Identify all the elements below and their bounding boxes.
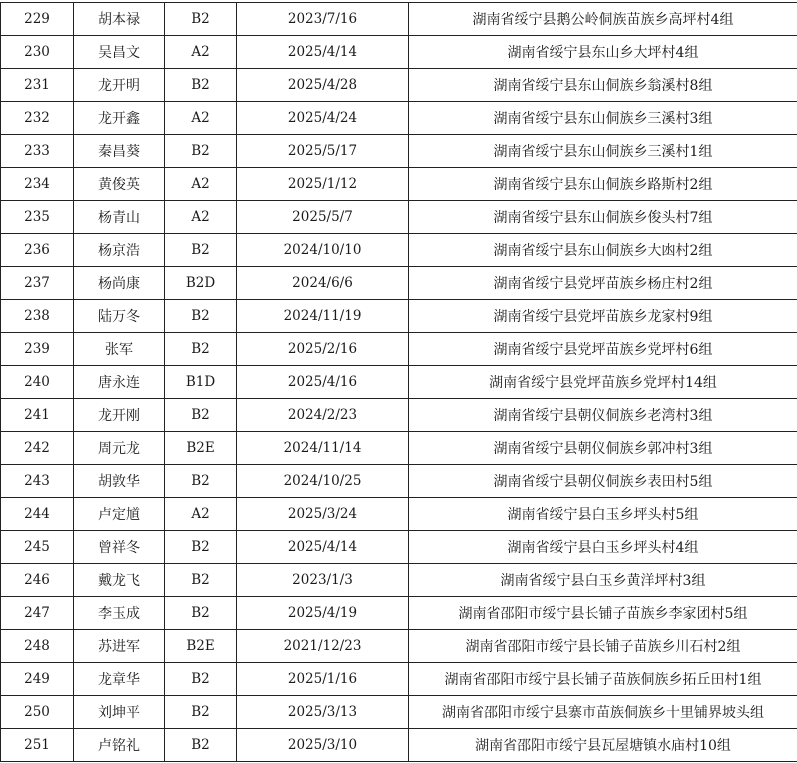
license-class-cell: A2 xyxy=(165,498,237,531)
name-cell: 胡本禄 xyxy=(74,3,165,36)
license-class-cell: B2E xyxy=(165,630,237,663)
row-number-cell: 241 xyxy=(1,399,74,432)
address-cell: 湖南省绥宁县党坪苗族乡党坪村14组 xyxy=(409,366,797,399)
row-number-cell: 242 xyxy=(1,432,74,465)
license-class-cell: B2 xyxy=(165,3,237,36)
table-row xyxy=(1,498,797,531)
date-cell: 2025/4/14 xyxy=(237,531,409,564)
name-cell: 陆万冬 xyxy=(74,300,165,333)
row-number-cell: 247 xyxy=(1,597,74,630)
address-cell: 湖南省绥宁县东山侗族乡翁溪村8组 xyxy=(409,69,797,102)
name-cell: 卢铭礼 xyxy=(74,729,165,762)
date-cell: 2024/2/23 xyxy=(237,399,409,432)
table-row xyxy=(1,102,797,135)
address-cell: 湖南省绥宁县东山侗族乡俊头村7组 xyxy=(409,201,797,234)
name-cell: 张军 xyxy=(74,333,165,366)
license-class-cell: B2 xyxy=(165,696,237,729)
license-class-cell: B2 xyxy=(165,333,237,366)
name-cell: 杨京浩 xyxy=(74,234,165,267)
name-cell: 苏进军 xyxy=(74,630,165,663)
table-row xyxy=(1,399,797,432)
license-class-cell: A2 xyxy=(165,168,237,201)
license-class-cell: B2 xyxy=(165,564,237,597)
date-cell: 2025/4/19 xyxy=(237,597,409,630)
name-cell: 周元龙 xyxy=(74,432,165,465)
address-cell: 湖南省绥宁县朝仪侗族乡郭冲村3组 xyxy=(409,432,797,465)
date-cell: 2025/3/24 xyxy=(237,498,409,531)
row-number-cell: 229 xyxy=(1,3,74,36)
table-row xyxy=(1,564,797,597)
date-cell: 2025/4/28 xyxy=(237,69,409,102)
row-number-cell: 236 xyxy=(1,234,74,267)
address-cell: 湖南省绥宁县党坪苗族乡杨庄村2组 xyxy=(409,267,797,300)
name-cell: 卢定馗 xyxy=(74,498,165,531)
row-number-cell: 237 xyxy=(1,267,74,300)
license-class-cell: B2 xyxy=(165,69,237,102)
name-cell: 李玉成 xyxy=(74,597,165,630)
table-row xyxy=(1,597,797,630)
table-row xyxy=(1,201,797,234)
license-class-cell: B2 xyxy=(165,663,237,696)
date-cell: 2025/4/14 xyxy=(237,36,409,69)
date-cell: 2025/3/10 xyxy=(237,729,409,762)
row-number-cell: 234 xyxy=(1,168,74,201)
table-row xyxy=(1,696,797,729)
date-cell: 2025/4/24 xyxy=(237,102,409,135)
date-cell: 2025/5/7 xyxy=(237,201,409,234)
name-cell: 黄俊英 xyxy=(74,168,165,201)
name-cell: 唐永连 xyxy=(74,366,165,399)
row-number-cell: 240 xyxy=(1,366,74,399)
address-cell: 湖南省邵阳市绥宁县长铺子苗族侗族乡拓丘田村1组 xyxy=(409,663,797,696)
table-row xyxy=(1,168,797,201)
name-cell: 龙章华 xyxy=(74,663,165,696)
name-cell: 吴昌文 xyxy=(74,36,165,69)
table-row xyxy=(1,630,797,663)
date-cell: 2025/1/16 xyxy=(237,663,409,696)
name-cell: 戴龙飞 xyxy=(74,564,165,597)
row-number-cell: 244 xyxy=(1,498,74,531)
row-number-cell: 245 xyxy=(1,531,74,564)
row-number-cell: 250 xyxy=(1,696,74,729)
row-number-cell: 243 xyxy=(1,465,74,498)
date-cell: 2021/12/23 xyxy=(237,630,409,663)
date-cell: 2024/10/25 xyxy=(237,465,409,498)
records-table-body xyxy=(1,3,797,762)
table-row xyxy=(1,366,797,399)
license-class-cell: B2 xyxy=(165,597,237,630)
date-cell: 2023/1/3 xyxy=(237,564,409,597)
address-cell: 湖南省绥宁县朝仪侗族乡表田村5组 xyxy=(409,465,797,498)
row-number-cell: 230 xyxy=(1,36,74,69)
name-cell: 秦昌葵 xyxy=(74,135,165,168)
license-class-cell: A2 xyxy=(165,102,237,135)
table-row xyxy=(1,432,797,465)
date-cell: 2025/2/16 xyxy=(237,333,409,366)
address-cell: 湖南省绥宁县东山侗族乡三溪村3组 xyxy=(409,102,797,135)
row-number-cell: 249 xyxy=(1,663,74,696)
date-cell: 2025/5/17 xyxy=(237,135,409,168)
date-cell: 2025/1/12 xyxy=(237,168,409,201)
date-cell: 2024/11/19 xyxy=(237,300,409,333)
row-number-cell: 248 xyxy=(1,630,74,663)
address-cell: 湖南省绥宁县白玉乡黄洋坪村3组 xyxy=(409,564,797,597)
address-cell: 湖南省绥宁县白玉乡坪头村4组 xyxy=(409,531,797,564)
license-class-cell: B2 xyxy=(165,399,237,432)
address-cell: 湖南省邵阳市绥宁县寨市苗族侗族乡十里铺界坡头组 xyxy=(409,696,797,729)
license-class-cell: B2E xyxy=(165,432,237,465)
table-row xyxy=(1,300,797,333)
name-cell: 龙开刚 xyxy=(74,399,165,432)
table-row xyxy=(1,465,797,498)
address-cell: 湖南省绥宁县党坪苗族乡党坪村6组 xyxy=(409,333,797,366)
table-row xyxy=(1,531,797,564)
name-cell: 刘坤平 xyxy=(74,696,165,729)
table-row xyxy=(1,3,797,36)
address-cell: 湖南省邵阳市绥宁县瓦屋塘镇水庙村10组 xyxy=(409,729,797,762)
address-cell: 湖南省绥宁县东山侗族乡大凼村2组 xyxy=(409,234,797,267)
date-cell: 2023/7/16 xyxy=(237,3,409,36)
table-row xyxy=(1,69,797,102)
row-number-cell: 235 xyxy=(1,201,74,234)
date-cell: 2024/10/10 xyxy=(237,234,409,267)
table-row xyxy=(1,333,797,366)
table-row xyxy=(1,729,797,762)
name-cell: 龙开明 xyxy=(74,69,165,102)
row-number-cell: 233 xyxy=(1,135,74,168)
license-class-cell: B2 xyxy=(165,234,237,267)
records-table xyxy=(0,2,797,762)
address-cell: 湖南省绥宁县东山侗族乡三溪村1组 xyxy=(409,135,797,168)
address-cell: 湖南省绥宁县东山乡大坪村4组 xyxy=(409,36,797,69)
name-cell: 杨尚康 xyxy=(74,267,165,300)
license-class-cell: B2 xyxy=(165,531,237,564)
license-class-cell: A2 xyxy=(165,201,237,234)
address-cell: 湖南省绥宁县东山侗族乡路斯村2组 xyxy=(409,168,797,201)
row-number-cell: 251 xyxy=(1,729,74,762)
license-class-cell: B2 xyxy=(165,300,237,333)
table-row xyxy=(1,36,797,69)
date-cell: 2025/4/16 xyxy=(237,366,409,399)
address-cell: 湖南省邵阳市绥宁县长铺子苗族乡李家团村5组 xyxy=(409,597,797,630)
address-cell: 湖南省绥宁县党坪苗族乡龙家村9组 xyxy=(409,300,797,333)
table-row xyxy=(1,267,797,300)
name-cell: 曾祥冬 xyxy=(74,531,165,564)
row-number-cell: 232 xyxy=(1,102,74,135)
row-number-cell: 231 xyxy=(1,69,74,102)
license-class-cell: B2 xyxy=(165,135,237,168)
address-cell: 湖南省绥宁县朝仪侗族乡老湾村3组 xyxy=(409,399,797,432)
name-cell: 胡敦华 xyxy=(74,465,165,498)
license-class-cell: B2 xyxy=(165,729,237,762)
table-row xyxy=(1,663,797,696)
license-class-cell: B2D xyxy=(165,267,237,300)
name-cell: 杨青山 xyxy=(74,201,165,234)
license-class-cell: B2 xyxy=(165,465,237,498)
name-cell: 龙开鑫 xyxy=(74,102,165,135)
license-class-cell: B1D xyxy=(165,366,237,399)
row-number-cell: 246 xyxy=(1,564,74,597)
address-cell: 湖南省邵阳市绥宁县长铺子苗族乡川石村2组 xyxy=(409,630,797,663)
row-number-cell: 238 xyxy=(1,300,74,333)
license-class-cell: A2 xyxy=(165,36,237,69)
date-cell: 2024/11/14 xyxy=(237,432,409,465)
address-cell: 湖南省绥宁县鹅公岭侗族苗族乡高坪村4组 xyxy=(409,3,797,36)
row-number-cell: 239 xyxy=(1,333,74,366)
table-row xyxy=(1,135,797,168)
table-row xyxy=(1,234,797,267)
date-cell: 2025/3/13 xyxy=(237,696,409,729)
date-cell: 2024/6/6 xyxy=(237,267,409,300)
address-cell: 湖南省绥宁县白玉乡坪头村5组 xyxy=(409,498,797,531)
